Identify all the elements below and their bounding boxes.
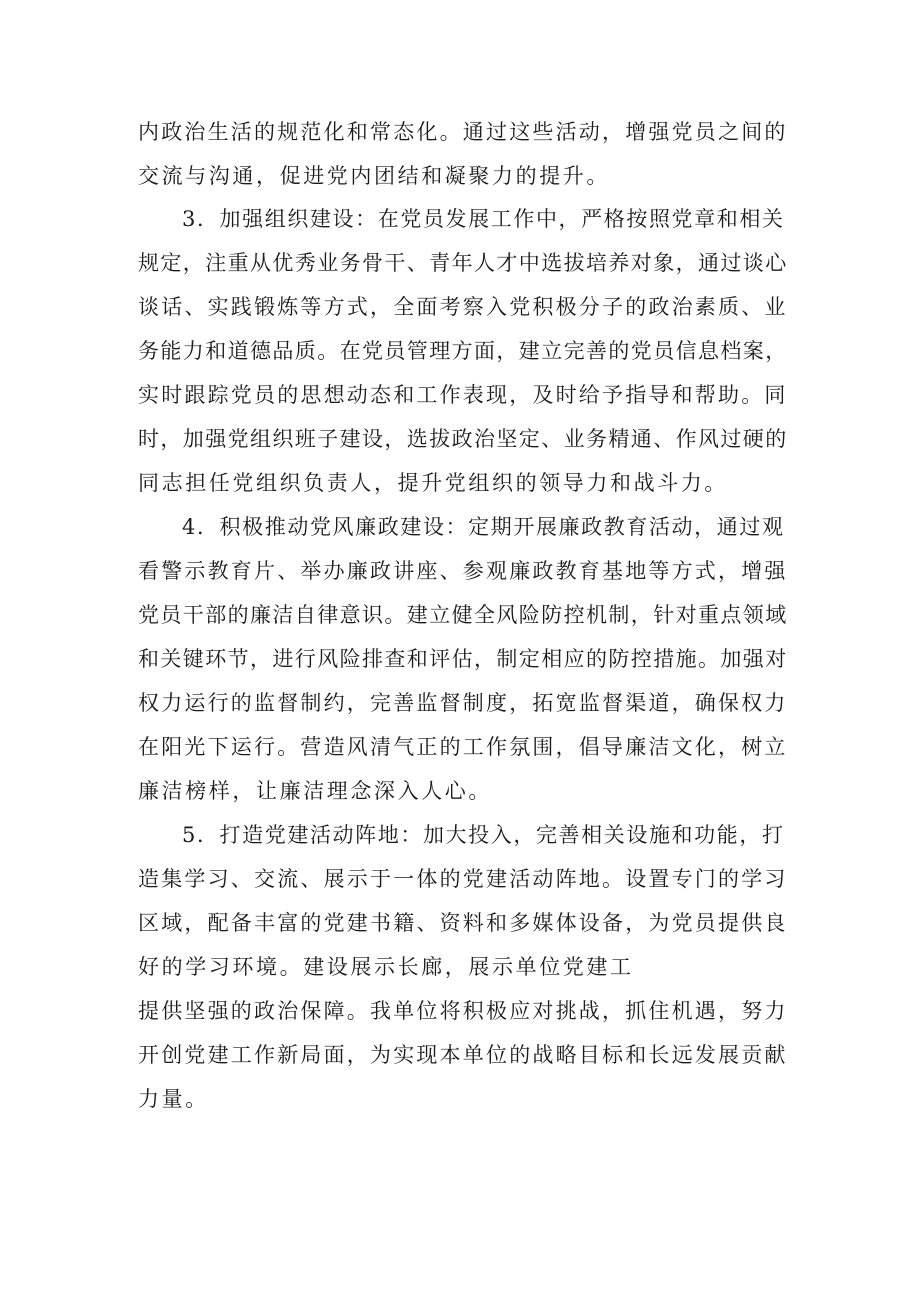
text-line: 区域，配备丰富的党建书籍、资料和多媒体设备，为党员提供良 [138,911,788,935]
text-line: 廉洁榜样，让廉洁理念深入人心。 [138,779,492,803]
text-line: 在阳光下运行。营造风清气正的工作氛围，倡导廉洁文化，树立 [138,735,788,759]
text-line: 好的学习环境。建设展示长廊，展示单位党建工 [138,955,634,979]
text-line: 时，加强党组织班子建设，选拔政治坚定、业务精通、作风过硬的 [138,427,788,451]
paragraph-5-heading-line: 5．打造党建活动阵地：加大投入，完善相关设施和功能，打 [182,823,785,847]
text-line: 内政治生活的规范化和常态化。通过这些活动，增强党员之间的 [138,120,788,144]
paragraph-4-heading-line: 4．积极推动党风廉政建设：定期开展廉政教育活动，通过观 [182,515,785,539]
text-line: 同志担任党组织负责人，提升党组织的领导力和战斗力。 [138,471,728,495]
text-line: 党员干部的廉洁自律意识。建立健全风险防控机制，针对重点领域 [138,603,788,627]
text-line: 看警示教育片、举办廉政讲座、参观廉政教育基地等方式，增强 [138,559,788,583]
text-line: 务能力和道德品质。在党员管理方面，建立完善的党员信息档案， [138,339,788,363]
text-line: 开创党建工作新局面，为实现本单位的战略目标和长远发展贡献 [138,1043,788,1067]
text-line: 权力运行的监督制约，完善监督制度，拓宽监督渠道，确保权力 [138,691,788,715]
text-line: 造集学习、交流、展示于一体的党建活动阵地。设置专门的学习 [138,867,788,891]
paragraph-3-heading-line: 3．加强组织建设：在党员发展工作中，严格按照党章和相关 [182,207,785,231]
text-line: 谈话、实践锻炼等方式，全面考察入党积极分子的政治素质、业 [138,295,788,319]
text-line: 实时跟踪党员的思想动态和工作表现，及时给予指导和帮助。同 [138,383,788,407]
text-line: 规定，注重从优秀业务骨干、青年人才中选拔培养对象，通过谈心 [138,251,788,275]
text-line: 提供坚强的政治保障。我单位将积极应对挑战，抓住机遇，努力 [138,999,788,1023]
text-line: 和关键环节，进行风险排查和评估，制定相应的防控措施。加强对 [138,647,788,671]
text-line: 力量。 [138,1087,209,1111]
text-line: 交流与沟通，促进党内团结和凝聚力的提升。 [138,164,610,188]
